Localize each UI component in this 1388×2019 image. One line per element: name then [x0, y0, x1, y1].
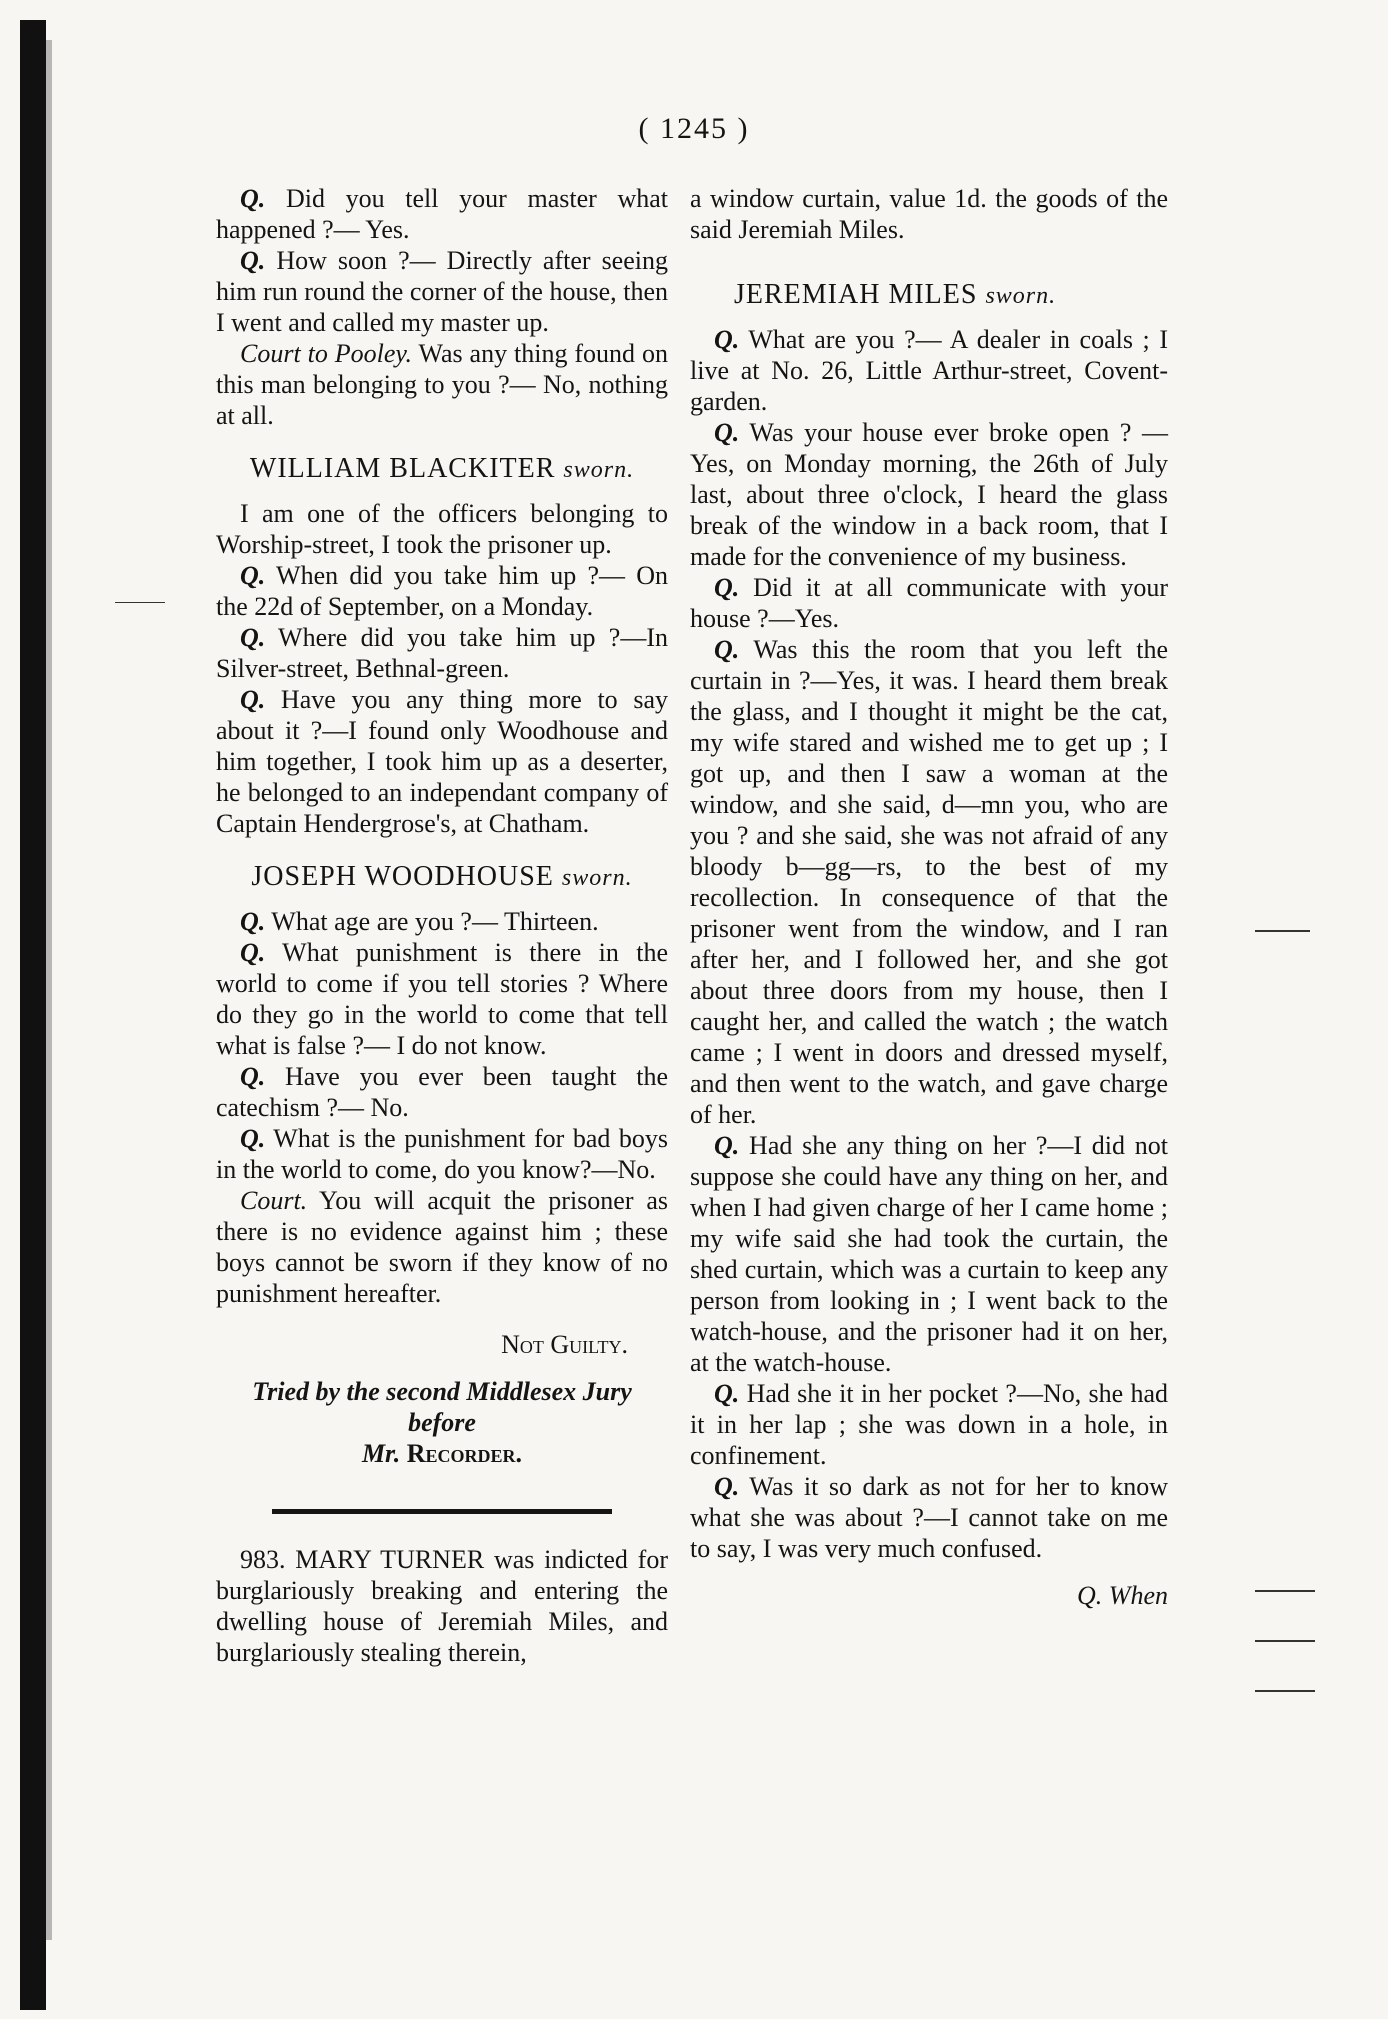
paragraph: Q. Where did you take him up ?—In Silver-street, Bethnal-green.: [216, 623, 668, 683]
paragraph: Q. Did you tell your master what happened ?— Yes.: [216, 184, 668, 244]
page-number: ( 1245 ): [638, 112, 750, 145]
paragraph: Court to Pooley. Was any thing found on this man belonging to you ?— No, nothing at all.: [216, 339, 668, 430]
paragraph: Q. Was it so dark as not for her to know what she was about ?—I cannot take on me to say, I was very much confused.: [690, 1472, 1168, 1563]
paragraph: Q. Had she any thing on her ?—I did not suppose she could have any thing on her, and when I had given charge of her I came home ; my wife said she had took the curtain, the shed curtain, which was a curtain to keep any person from looking in ; I went back to the watch-house, and the prisoner had it on her, at the watch-house.: [690, 1131, 1168, 1377]
margin-mark: [1255, 1690, 1315, 1692]
right-column: [690, 183, 1168, 1611]
witness-heading: JEREMIAH MILES sworn.: [734, 279, 1057, 310]
trial-note: Tried by the second Middlesex Jury before Mr. Recorder.: [252, 1377, 632, 1468]
case-paragraph: 983. MARY TURNER was indicted for burglariously breaking and entering the dwelling house of Jeremiah Miles, and burglariously stealing therein,: [216, 1545, 668, 1667]
paragraph: Q. When did you take him up ?— On the 22d of September, on a Monday.: [216, 561, 668, 621]
paragraph: Q. Was this the room that you left the curtain in ?—Yes, it was. I heard them break the glass, and I thought it might be the cat, my wife stared and wished me to get up ; I got up, and then I saw a woman at the window, and she said, d—mn you, who are you ? and she said, she was not afraid of any bloody b—gg—rs, to the best of my recollection. In consequence of that the prisoner went from the window, and I ran after her, and I followed her, and she got about three doors from my house, then I caught her, and called the watch ; the watch came ; I went in doors and dressed myself, and then went to the watch, and gave charge of her.: [690, 635, 1168, 1129]
paragraph: Q. Had she it in her pocket ?—No, she had it in her lap ; she was down in a hole, in confinement.: [690, 1379, 1168, 1470]
paragraph: Q. What are you ?— A dealer in coals ; I live at No. 26, Little Arthur-street, Covent-garden.: [690, 325, 1168, 416]
section-rule: [272, 1509, 612, 1514]
catchword: Q. When: [1077, 1581, 1168, 1610]
left-column: [216, 183, 668, 1668]
paragraph: I am one of the officers belonging to Worship-street, I took the prisoner up.: [216, 499, 668, 559]
paragraph: Q. What age are you ?— Thirteen.: [240, 907, 599, 936]
verdict: Not Guilty.: [501, 1330, 628, 1359]
paragraph: Court. You will acquit the prisoner as there is no evidence against him ; these boys cannot be sworn if they know of no punishment hereafter.: [216, 1186, 668, 1308]
paragraph: a window curtain, value 1d. the goods of the said Jeremiah Miles.: [690, 184, 1168, 244]
paragraph: Q. Was your house ever broke open ? —Yes, on Monday morning, the 26th of July last, about three o'clock, I heard the glass break of the window in a back room, that I made for the convenience of my business.: [690, 418, 1168, 571]
binding-edge: [20, 20, 46, 2010]
paragraph: Q. What is the punishment for bad boys in the world to come, do you know?—No.: [216, 1124, 668, 1184]
margin-mark: [1255, 1590, 1315, 1592]
margin-mark: [1255, 930, 1310, 932]
margin-mark: [1255, 1640, 1315, 1642]
paragraph: Q. Have you any thing more to say about it ?—I found only Woodhouse and him together, I took him up as a deserter, he belonged to an independant company of Captain Hendergrose's, at Chatham.: [216, 685, 668, 838]
margin-mark: [115, 602, 165, 603]
binding-shadow: [46, 40, 52, 1940]
paragraph: Q. Did it at all communicate with your house ?—Yes.: [690, 573, 1168, 633]
witness-heading: JOSEPH WOODHOUSE sworn.: [251, 861, 633, 892]
paragraph: Q. How soon ?— Directly after seeing him run round the corner of the house, then I went and called my master up.: [216, 246, 668, 337]
paragraph: Q. What punishment is there in the world to come if you tell stories ? Where do they go in the world to come that tell what is false ?— I do not know.: [216, 938, 668, 1060]
witness-heading: WILLIAM BLACKITER sworn.: [249, 453, 635, 484]
paragraph: Q. Have you ever been taught the catechism ?— No.: [216, 1062, 668, 1122]
